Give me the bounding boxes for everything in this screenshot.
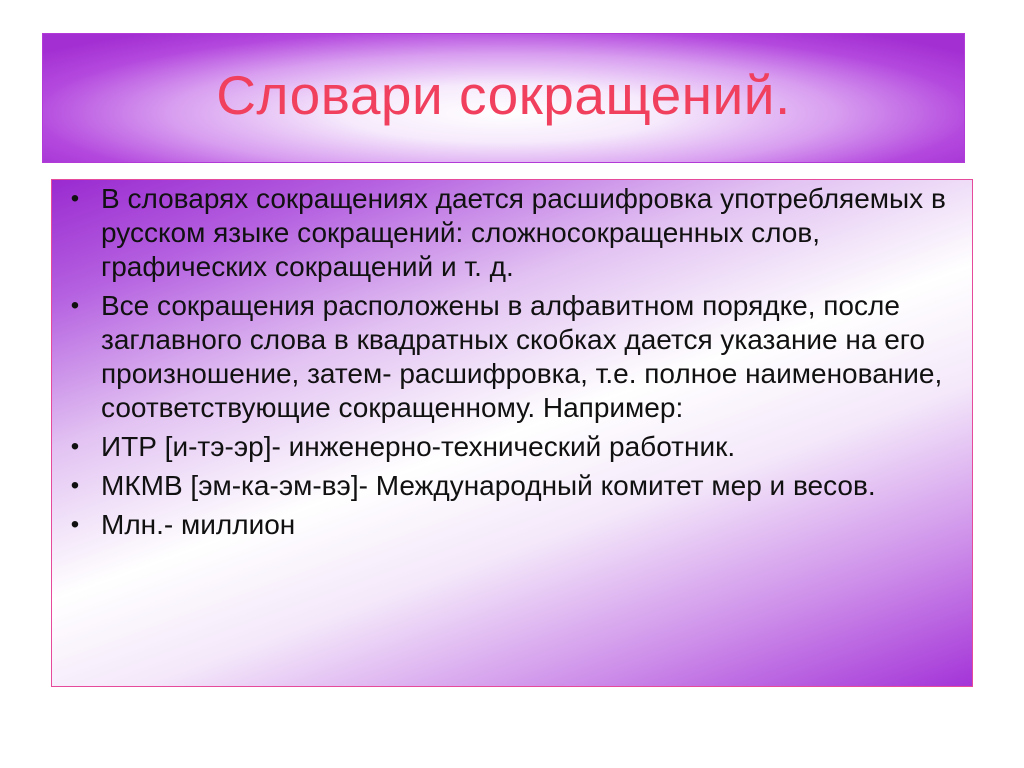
bullet-list <box>52 182 952 547</box>
bullet-text: В словарях сокращениях дается расшифровка употребляемых в русском языке сокращений: сложносокращенных слов, графических сокращений и т. д. <box>101 183 946 282</box>
bullet-icon: • <box>70 433 80 460</box>
bullet-text: ИТР [и-тэ-эр]- инженерно-технический работник. <box>101 431 736 462</box>
bullet-item <box>52 182 952 284</box>
content-frame <box>51 179 973 687</box>
bullet-item <box>52 469 952 503</box>
bullet-icon: • <box>70 472 80 499</box>
bullet-icon: • <box>70 292 80 319</box>
bullet-icon: • <box>70 185 80 212</box>
bullet-text: МКМВ [эм-ка-эм-вэ]- Международный комитет мер и весов. <box>101 470 876 501</box>
bullet-item <box>52 508 952 542</box>
bullet-item <box>52 430 952 464</box>
slide-title: Словари сокращений. <box>216 63 791 126</box>
bullet-icon: • <box>70 511 80 538</box>
bullet-text: Млн.- миллион <box>101 509 296 540</box>
title-frame <box>42 33 965 163</box>
bullet-text: Все сокращения расположены в алфавитном порядке, после заглавного слова в квадратных скобках дается указание на его произношение, затем- расшифровка, т.е. полное наименование, соответствующие сокращенному. Например: <box>101 290 943 423</box>
bullet-item <box>52 289 952 425</box>
